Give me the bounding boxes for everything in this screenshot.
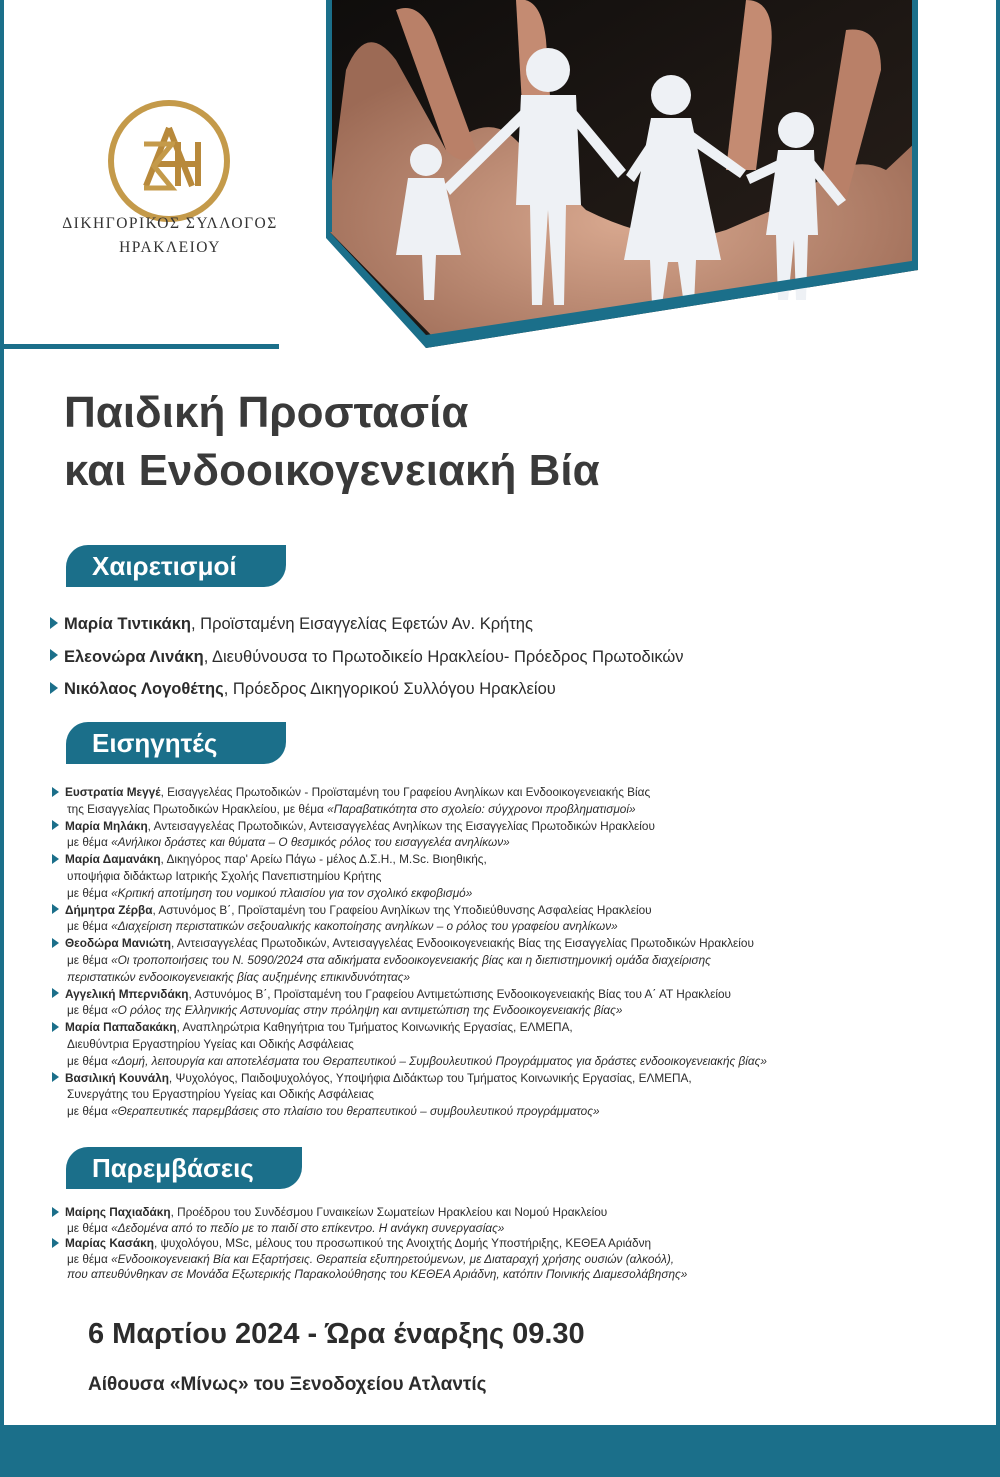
interventions-heading: Παρεμβάσεις	[66, 1147, 302, 1189]
person-role: , Προέδρου του Συνδέσμου Γυναικείων Σωματείων Ηρακλείου και Νομού Ηρακλείου	[170, 1205, 608, 1219]
speaker-entry	[52, 1019, 767, 1069]
talk-topic: «Δομή, λειτουργία και αποτελέσματα του Θεραπευτικού – Συμβουλευτικού Προγράμματος για δράστες ενδοοικογενειακής βίας»	[111, 1053, 767, 1068]
speaker-entry	[52, 818, 767, 852]
talk-topic: «Κριτική αποτίμηση του νομικού πλαισίου για τον σχολικό εκφοβισμό»	[111, 885, 473, 900]
event-venue: Αίθουσα «Μίνως» του Ξενοδοχείου Ατλαντίς	[88, 1374, 487, 1395]
person-name: Ελεονώρα Λινάκη	[64, 647, 204, 666]
speaker-entry	[52, 784, 767, 818]
person-role: , ψυχολόγου, MSc, μέλους του προσωπικού της Ανοιχτής Δομής Υποστήριξης, ΚΕΘΕΑ Αριάδνη	[153, 1236, 652, 1251]
person-name: Νικόλαος Λογοθέτης	[64, 680, 224, 698]
person-name: Ευστρατία Μεγγέ	[65, 785, 161, 799]
speaker-entry	[52, 1070, 767, 1120]
entry-text: με θέμα	[67, 1003, 112, 1018]
person-name: Θεοδώρα Μανιώτη	[65, 936, 171, 951]
speaker-entry	[52, 986, 767, 1020]
person-role: , Αστυνόμος Β΄, Προϊσταμένη του Γραφείου Ανηλίκων της Υποδιεύθυνσης Ασφαλείας Ηρακλείου	[152, 902, 652, 917]
association-name-line1: ΔΙΚΗΓΟΡΙΚΟΣ ΣΥΛΛΟΓΟΣ	[62, 215, 278, 232]
arrow-bullet-icon	[50, 649, 58, 661]
association-name-line2: ΗΡΑΚΛΕΙΟΥ	[119, 239, 221, 256]
talk-topic: «Ανήλικοι δράστες και θύματα – Ο θεσμικός ρόλος του εισαγγελέα ανηλίκων»	[111, 835, 510, 850]
talk-topic: «Οι τροποποιήσεις του Ν. 5090/2024 στα αδικήματα ενδοοικογενειακής βίας και η διεπιστημονική ομάδα διαχείρισης	[111, 952, 711, 967]
left-frame-border	[0, 0, 4, 1477]
person-role: , Αντεισαγγελέας Πρωτοδικών, Αντεισαγγελέας Ενδοοικογενειακής Βίας της Εισαγγελίας Πρωτοδικών Ηρακλείου	[170, 936, 754, 951]
greetings-heading: Χαιρετισμοί	[66, 545, 286, 587]
talk-topic: «Διαχείριση περιστατικών σεξουαλικής κακοποίησης ανηλίκων – ο ρόλος του γραφείου ανηλίκων»	[111, 919, 618, 934]
person-name: Βασιλική Κουνάλη	[65, 1070, 169, 1085]
talk-topic: «Δεδομένα από το πεδίο με το παιδί στο επίκεντρο. Η ανάγκη συνεργασίας»	[111, 1220, 505, 1235]
arrow-bullet-icon	[52, 1022, 59, 1032]
seal-icon	[124, 116, 214, 206]
talk-topic-continued: που απευθύνθηκαν σε Μονάδα Εξωτερικής Παρακολούθησης του ΚΕΘΕΑ Αριάδνη, κατόπιν Ποινικής Διαμεσολάβησης»	[67, 1267, 688, 1282]
person-role: , Προϊσταμένη Εισαγγελίας Εφετών Αν. Κρήτης	[190, 615, 533, 633]
speaker-entry	[52, 851, 767, 901]
talk-topic: «Παραβατικότητα στο σχολείο: σύγχρονοι προβληματισμοί»	[327, 801, 636, 816]
list-item	[50, 608, 684, 641]
entry-text: με θέμα	[67, 952, 112, 967]
entry-text: με θέμα	[67, 1053, 112, 1068]
list-item	[50, 673, 684, 706]
logo-emblem-icon	[114, 106, 224, 216]
footer-bar	[0, 1425, 1000, 1477]
person-role: , Δικηγόρος παρ' Αρείω Πάγω - μέλος Δ.Σ.Η., M.Sc. Βιοηθικής,	[160, 852, 487, 867]
arrow-bullet-icon	[52, 938, 59, 948]
hero-image-family-hands	[326, 0, 918, 348]
person-name: Μαρία Τιντικάκη	[64, 615, 191, 633]
arrow-bullet-icon	[52, 904, 59, 914]
talk-topic: «Ο ρόλος της Ελληνικής Αστυνομίας στην πρόληψη και αντιμετώπιση της Ενδοοικογενειακής βίας»	[111, 1003, 623, 1018]
entry-text: με θέμα	[67, 1220, 112, 1235]
association-logo	[108, 100, 230, 222]
entry-text: Διευθύντρια Εργαστηρίου Υγείας και Οδικής Ασφάλειας	[67, 1036, 354, 1051]
arrow-bullet-icon	[52, 787, 59, 797]
entry-text: Συνεργάτης του Εργαστηρίου Υγείας και Οδικής Ασφάλειας	[67, 1087, 374, 1102]
speaker-entry	[52, 935, 767, 985]
entry-text: της Εισαγγελίας Πρωτοδικών Ηρακλείου, με θέμα	[67, 801, 328, 816]
person-role: , Εισαγγελέας Πρωτοδικών - Προϊσταμένη του Γραφείου Ανηλίκων και Ενδοοικογενειακής Βίας	[160, 785, 651, 799]
intervention-entry	[52, 1205, 687, 1236]
divider-rule	[0, 344, 279, 349]
person-role: , Πρόεδρος Δικηγορικού Συλλόγου Ηρακλείου	[223, 680, 556, 698]
intervention-entry	[52, 1236, 687, 1283]
arrow-bullet-icon	[52, 1072, 59, 1082]
list-item	[50, 641, 684, 674]
arrow-bullet-icon	[52, 820, 59, 830]
person-role: , Διευθύνουσα το Πρωτοδικείο Ηρακλείου- Πρόεδρος Πρωτοδικών	[203, 647, 684, 666]
arrow-bullet-icon	[52, 854, 59, 864]
person-name: Μαρία Παπαδακάκη	[65, 1020, 177, 1035]
person-role: , Αντεισαγγελέας Πρωτοδικών, Αντεισαγγελέας Ανηλίκων της Εισαγγελίας Πρωτοδικών Ηρακλείου	[147, 818, 655, 833]
speakers-list	[52, 784, 767, 1120]
title-line2: και Ενδοοικογενειακή Βία	[64, 446, 600, 495]
association-name	[40, 212, 300, 260]
talk-topic: «Θεραπευτικές παρεμβάσεις στο πλαίσιο του θεραπευτικού – συμβουλευτικού προγράμματος»	[111, 1104, 600, 1119]
speakers-heading: Εισηγητές	[66, 722, 286, 764]
person-name: Μαρία Μηλάκη	[65, 818, 148, 833]
greetings-list	[50, 608, 684, 706]
person-name: Μαρίας Κασάκη	[65, 1236, 154, 1251]
entry-text: με θέμα	[67, 885, 112, 900]
arrow-bullet-icon	[50, 682, 58, 694]
speaker-entry	[52, 902, 767, 936]
person-name: Μαίρης Παχιαδάκη	[65, 1205, 171, 1219]
event-date-time: 6 Μαρτίου 2024 - Ώρα έναρξης 09.30	[88, 1318, 585, 1350]
entry-text: υποψήφια διδάκτωρ Ιατρικής Σχολής Πανεπιστημίου Κρήτης	[67, 868, 382, 883]
person-name: Αγγελική Μπερνιδάκη	[65, 986, 189, 1001]
person-role: , Αστυνόμος Β΄, Προϊσταμένη του Γραφείου Αντιμετώπισης Ενδοοικογενειακής Βίας του Α΄ ΑΤ Ηρακλείου	[188, 986, 731, 1001]
arrow-bullet-icon	[50, 617, 58, 629]
entry-text: με θέμα	[67, 919, 112, 934]
arrow-bullet-icon	[52, 1207, 59, 1217]
talk-topic-continued: περιστατικών ενδοοικογενειακής βίας αυξημένης επικινδυνότητας»	[67, 969, 411, 984]
title-line1: Παιδική Προστασία	[64, 388, 469, 437]
person-name: Μαρία Δαμανάκη	[65, 852, 161, 867]
entry-text: με θέμα	[67, 1251, 112, 1266]
entry-text: με θέμα	[67, 1104, 112, 1119]
arrow-bullet-icon	[52, 988, 59, 998]
entry-text: με θέμα	[67, 835, 112, 850]
person-role: , Ψυχολόγος, Παιδοψυχολόγος, Υποψήφια Διδάκτωρ του Τμήματος Κοινωνικής Εργασίας, ΕΛΜΕΠΑ,	[168, 1070, 692, 1085]
interventions-list	[52, 1205, 687, 1283]
talk-topic: «Ενδοοικογενειακή Βία και Εξαρτήσεις. Θεραπεία εξυπηρετούμενων, με Διαταραχή χρήσης ουσιών (αλκοόλ),	[111, 1251, 675, 1266]
arrow-bullet-icon	[52, 1238, 59, 1248]
page-title	[64, 384, 600, 500]
person-role: , Αναπληρώτρια Καθηγήτρια του Τμήματος Κοινωνικής Εργασίας, ΕΛΜΕΠΑ,	[176, 1020, 573, 1035]
right-frame-border	[996, 0, 1000, 1477]
person-name: Δήμητρα Ζέρβα	[65, 902, 153, 917]
